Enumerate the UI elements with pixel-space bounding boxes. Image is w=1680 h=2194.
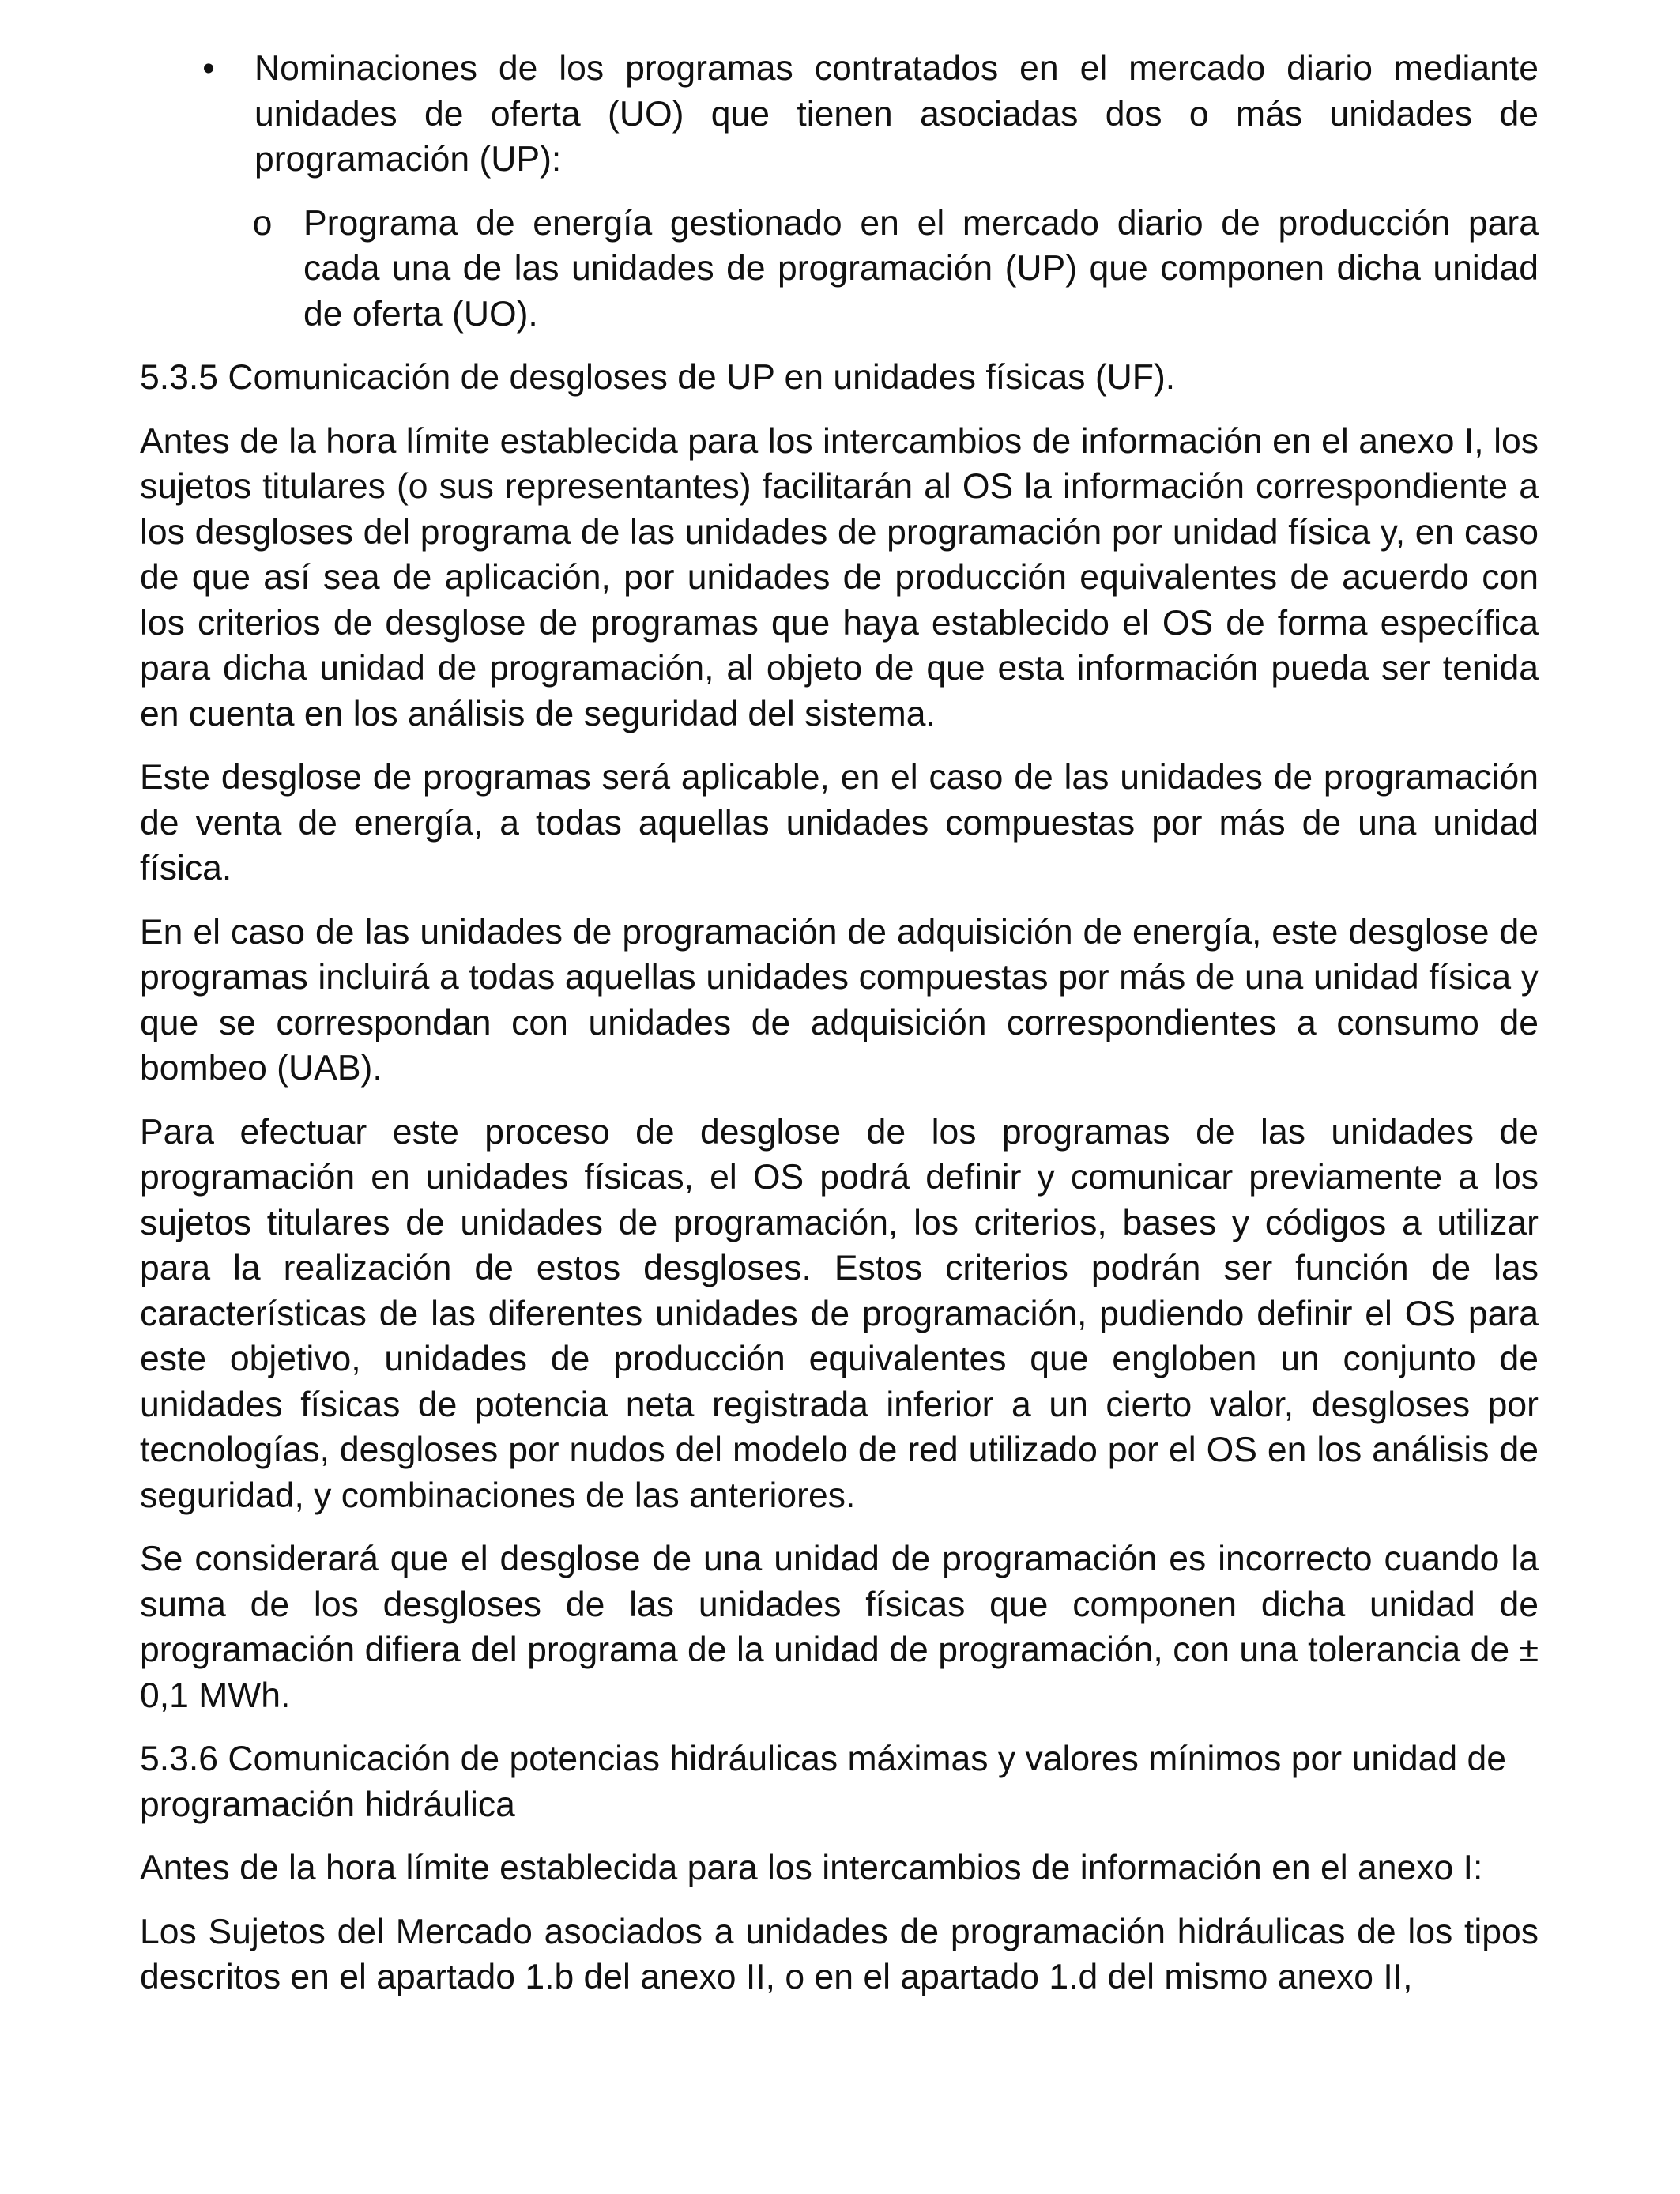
section-heading-5-3-6: 5.3.6 Comunicación de potencias hidráulicas máximas y valores mínimos por unidad de programación hidráulica <box>140 1740 1506 1824</box>
paragraph: Antes de la hora límite establecida para los intercambios de información en el anexo I: <box>140 1849 1483 1887</box>
bullet-marker: • <box>202 49 215 88</box>
sub-bullet-text: Programa de energía gestionado en el mercado diario de producción para cada una de las unidades de programación (UP) que componen dicha unidad de oferta (UO). <box>303 203 1539 334</box>
sub-bullet-marker: o <box>252 203 273 243</box>
document-page <box>140 46 1539 2019</box>
bullet-text: Nominaciones de los programas contratados en el mercado diario mediante unidades de oferta (UO) que tienen asociadas dos o más unidades de programación (UP): <box>254 49 1539 179</box>
paragraph: Los Sujetos del Mercado asociados a unidades de programación hidráulicas de los tipos descritos en el apartado 1.b del anexo II, o en el apartado 1.d del mismo anexo II, <box>140 1912 1539 1996</box>
section-heading-5-3-5: 5.3.5 Comunicación de desgloses de UP en unidades físicas (UF). <box>140 358 1176 397</box>
paragraph: Para efectuar este proceso de desglose de los programas de las unidades de programación en unidades físicas, el OS podrá definir y comunicar previamente a los sujetos titulares de unidades de programación, los criterios, bases y códigos a utilizar para la realización de estos desgloses. Estos criterios podrán ser función de las características de las diferentes unidades de programación, pudiendo definir el OS para este objetivo, unidades de producción equivalentes que engloben un conjunto de unidades físicas de potencia neta registrada inferior a un cierto valor, desgloses por tecnologías, desgloses por nudos del modelo de red utilizado por el OS en los análisis de seguridad, y combinaciones de las anteriores. <box>140 1112 1539 1515</box>
paragraph: Este desglose de programas será aplicable, en el caso de las unidades de programación de venta de energía, a todas aquellas unidades compuestas por más de una unidad física. <box>140 758 1539 888</box>
bullet-item <box>140 46 1539 183</box>
paragraph: Se considerará que el desglose de una unidad de programación es incorrecto cuando la suma de los desgloses de las unidades físicas que componen dicha unidad de programación difiera del programa de la unidad de programación, con una tolerancia de ± 0,1 MWh. <box>140 1540 1539 1715</box>
sub-bullet-item <box>140 201 1539 337</box>
paragraph: Antes de la hora límite establecida para los intercambios de información en el anexo I, los sujetos titulares (o sus representantes) facilitarán al OS la información correspondiente a los desgloses del programa de las unidades de programación por unidad física y, en caso de que así sea de aplicación, por unidades de producción equivalentes de acuerdo con los criterios de desglose de programas que haya establecido el OS de forma específica para dicha unidad de programación, al objeto de que esta información pueda ser tenida en cuenta en los análisis de seguridad del sistema. <box>140 421 1539 733</box>
paragraph: En el caso de las unidades de programación de adquisición de energía, este desglose de programas incluirá a todas aquellas unidades compuestas por más de una unidad física y que se correspondan con unidades de adquisición correspondientes a consumo de bombeo (UAB). <box>140 912 1539 1088</box>
